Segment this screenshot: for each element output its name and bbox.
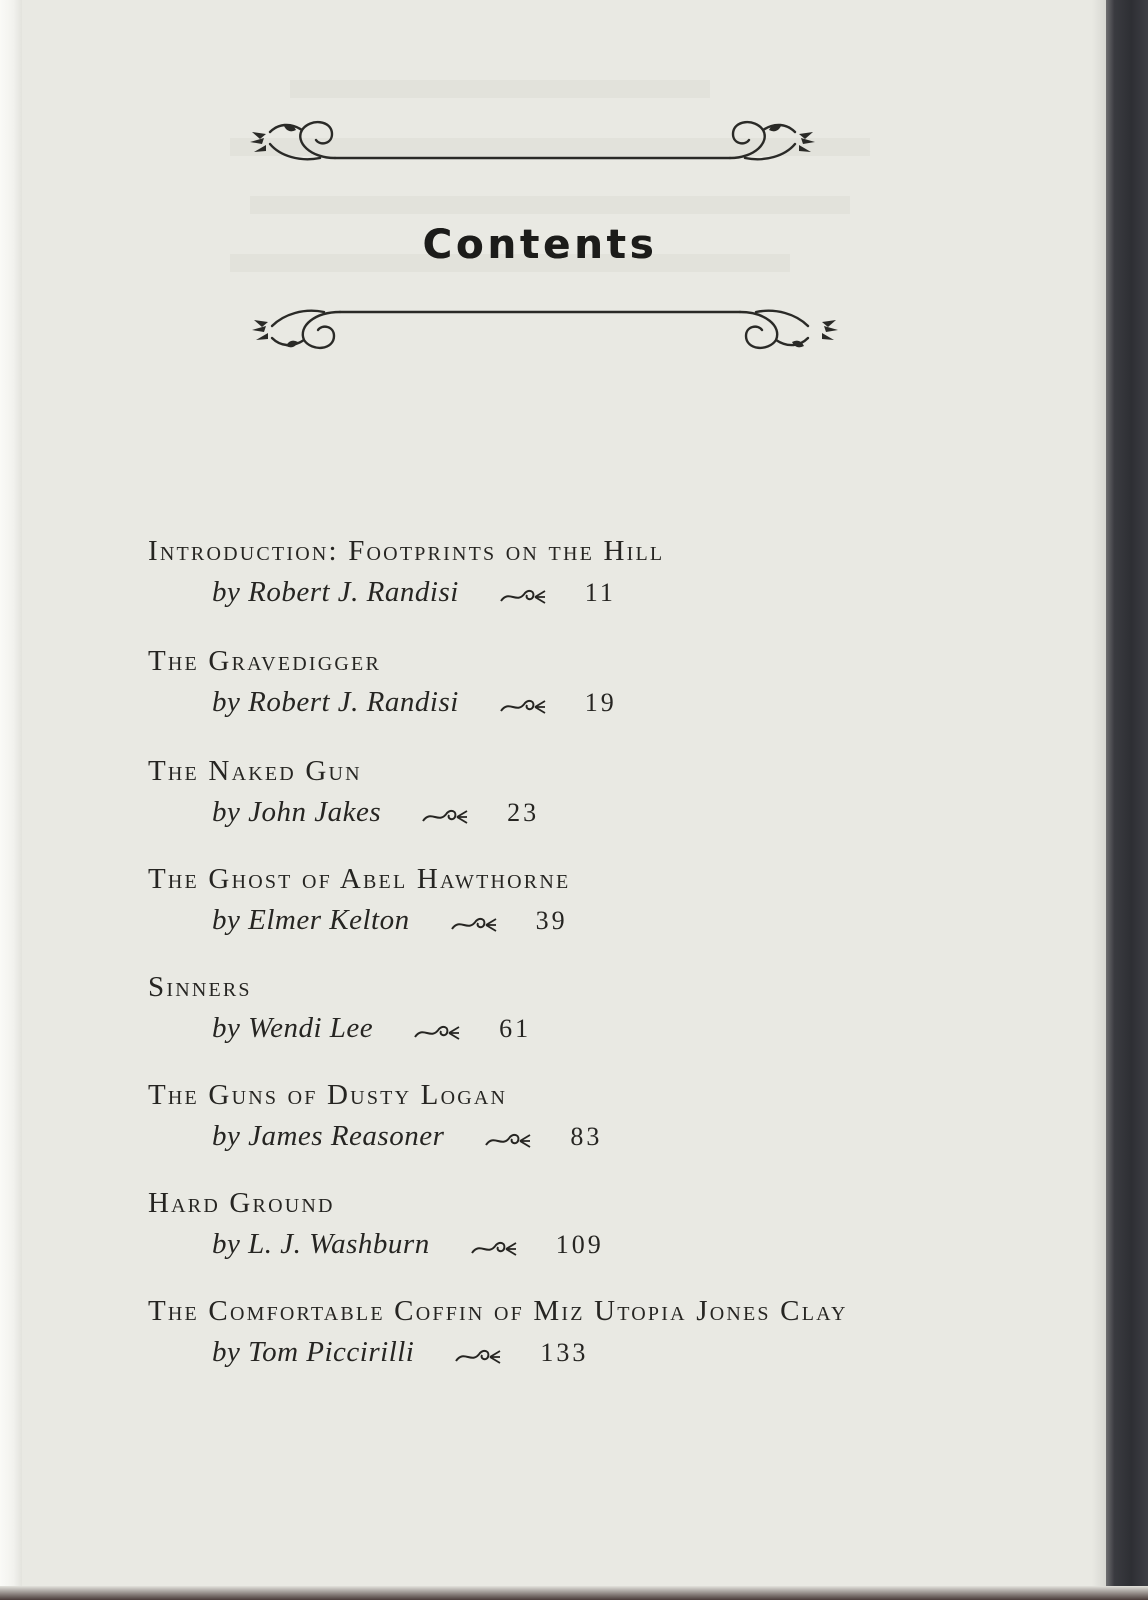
scroll-flourish-icon bbox=[240, 112, 840, 172]
bottom-page-edge bbox=[0, 1586, 1148, 1600]
story-title: The Guns of Dusty Logan bbox=[148, 1079, 508, 1111]
story-title: Sinners bbox=[148, 971, 252, 1003]
leaf-fleuron-icon bbox=[421, 805, 469, 829]
story-title: The Comfortable Coffin of Miz Utopia Jones Clay bbox=[148, 1295, 848, 1327]
book-cover-edge bbox=[1106, 0, 1148, 1600]
leaf-fleuron-icon bbox=[499, 695, 547, 719]
story-author: by Robert J. Randisi bbox=[212, 576, 459, 608]
page-edge-shadow bbox=[1092, 0, 1106, 1600]
story-author: by John Jakes bbox=[212, 796, 382, 828]
toc-entry bbox=[148, 535, 968, 635]
toc-entry bbox=[148, 1187, 968, 1287]
toc-entry bbox=[148, 1295, 968, 1395]
story-author: by L. J. Washburn bbox=[212, 1228, 430, 1260]
story-author: by Wendi Lee bbox=[212, 1012, 374, 1044]
bleed-through-shading bbox=[230, 40, 950, 312]
page-number: 61 bbox=[499, 1014, 532, 1043]
left-page-edge bbox=[0, 0, 22, 1600]
toc-entry bbox=[148, 863, 968, 963]
scroll-flourish-icon bbox=[240, 300, 850, 360]
story-title: The Naked Gun bbox=[148, 755, 362, 787]
leaf-fleuron-icon bbox=[450, 913, 498, 937]
leaf-fleuron-icon bbox=[484, 1129, 532, 1153]
page-number: 109 bbox=[555, 1230, 604, 1259]
toc-entry bbox=[148, 645, 968, 745]
story-title: The Gravedigger bbox=[148, 645, 381, 677]
page-number: 23 bbox=[507, 798, 540, 827]
page-number: 133 bbox=[540, 1338, 589, 1367]
story-author: by Elmer Kelton bbox=[212, 904, 410, 936]
toc-entry bbox=[148, 1079, 968, 1179]
toc-entry bbox=[148, 971, 968, 1071]
leaf-fleuron-icon bbox=[470, 1237, 518, 1261]
entry-byline bbox=[148, 686, 968, 719]
page-number: 11 bbox=[584, 578, 616, 607]
toc-entry bbox=[148, 755, 968, 855]
leaf-fleuron-icon bbox=[413, 1021, 461, 1045]
page-number: 39 bbox=[535, 906, 568, 935]
entry-byline bbox=[148, 1228, 968, 1261]
entry-byline bbox=[148, 1336, 968, 1369]
leaf-fleuron-icon bbox=[499, 585, 547, 609]
page-title: Contents bbox=[422, 222, 658, 268]
story-author: by Robert J. Randisi bbox=[212, 686, 459, 718]
page-number: 19 bbox=[584, 688, 617, 717]
entry-byline bbox=[148, 576, 968, 609]
story-title: Introduction: Footprints on the Hill bbox=[148, 535, 665, 567]
story-author: by Tom Piccirilli bbox=[212, 1336, 415, 1368]
story-title: Hard Ground bbox=[148, 1187, 335, 1219]
page-number: 83 bbox=[570, 1122, 603, 1151]
leaf-fleuron-icon bbox=[454, 1345, 502, 1369]
entry-byline bbox=[148, 1120, 968, 1153]
story-author: by James Reasoner bbox=[212, 1120, 445, 1152]
entry-byline bbox=[148, 1012, 968, 1045]
entry-byline bbox=[148, 904, 968, 937]
entry-byline bbox=[148, 796, 968, 829]
story-title: The Ghost of Abel Hawthorne bbox=[148, 863, 571, 895]
